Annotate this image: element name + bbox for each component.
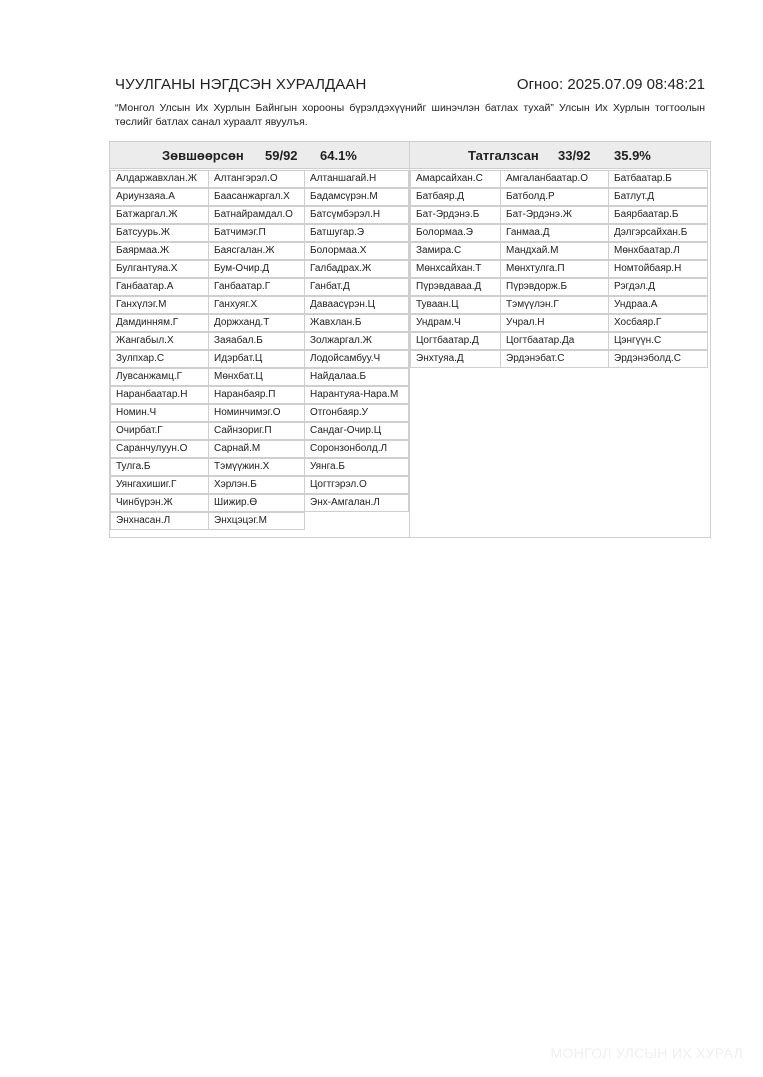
- no-name-cell: Цогтбаатар.Да: [500, 332, 609, 350]
- yes-name-cell: Батсуурь.Ж: [110, 224, 209, 242]
- date-value: 2025.07.09 08:48:21: [567, 76, 705, 93]
- no-name-cell: Мөнхсайхан.Т: [410, 260, 501, 278]
- yes-name-cell: Наранбаяр.П: [208, 386, 305, 404]
- yes-name-cell: Зулпхар.С: [110, 350, 209, 368]
- watermark: МОНГОЛ УЛСЫН ИХ ХУРАЛ: [550, 1045, 743, 1061]
- yes-name-cell: Баясгалан.Ж: [208, 242, 305, 260]
- yes-name-cell: Даваасүрэн.Ц: [304, 296, 409, 314]
- yes-name-cell: Мөнхбат.Ц: [208, 368, 305, 386]
- yes-name-cell: Галбадрах.Ж: [304, 260, 409, 278]
- no-name-cell: Ундраа.А: [608, 296, 708, 314]
- no-name-cell: Энхтуяа.Д: [410, 350, 501, 368]
- no-name-cell: Пүрэвдаваа.Д: [410, 278, 501, 296]
- yes-name-cell: Ганхүлэг.М: [110, 296, 209, 314]
- yes-name-cell: Нарантуяа-Нара.М: [304, 386, 409, 404]
- yes-name-cell: Сарнай.М: [208, 440, 305, 458]
- yes-name-cell: Шижир.Ө: [208, 494, 305, 512]
- yes-name-cell: Батсүмбэрэл.Н: [304, 206, 409, 224]
- no-name-cell: Амарсайхан.С: [410, 170, 501, 188]
- yes-name-cell: Бум-Очир.Д: [208, 260, 305, 278]
- yes-name-cell: Тулга.Б: [110, 458, 209, 476]
- yes-name-cell: Очирбат.Г: [110, 422, 209, 440]
- no-name-cell: Ундрам.Ч: [410, 314, 501, 332]
- no-percent: 35.9%: [614, 148, 651, 163]
- yes-name-cell: Батжаргал.Ж: [110, 206, 209, 224]
- no-name-cell: Мөнхтулга.П: [500, 260, 609, 278]
- yes-name-cell: Баярмаа.Ж: [110, 242, 209, 260]
- no-name-cell: Батбаатар.Б: [608, 170, 708, 188]
- yes-name-cell: Хэрлэн.Б: [208, 476, 305, 494]
- no-name-cell: Ганмаа.Д: [500, 224, 609, 242]
- no-name-cell: Батболд.Р: [500, 188, 609, 206]
- yes-name-cell: Саранчулуун.О: [110, 440, 209, 458]
- no-name-cell: Номтойбаяр.Н: [608, 260, 708, 278]
- yes-name-cell: Отгонбаяр.У: [304, 404, 409, 422]
- yes-name-cell: Бадамсүрэн.М: [304, 188, 409, 206]
- no-name-cell: Бат-Эрдэнэ.Б: [410, 206, 501, 224]
- no-label: Татгалзсан: [468, 148, 539, 163]
- yes-header: [110, 142, 409, 169]
- yes-name-cell: Доржханд.Т: [208, 314, 305, 332]
- yes-name-cell: Булгантуяа.Х: [110, 260, 209, 278]
- no-name-cell: Амгаланбаатар.О: [500, 170, 609, 188]
- yes-name-cell: Найдалаа.Б: [304, 368, 409, 386]
- yes-name-cell: Энхнасан.Л: [110, 512, 209, 530]
- yes-name-cell: Сайнзориг.П: [208, 422, 305, 440]
- session-date: [517, 76, 705, 93]
- no-name-cell: Бат-Эрдэнэ.Ж: [500, 206, 609, 224]
- yes-name-cell: Сандаг-Очир.Ц: [304, 422, 409, 440]
- yes-name-cell: Номинчимэг.О: [208, 404, 305, 422]
- yes-name-cell: Идэрбат.Ц: [208, 350, 305, 368]
- yes-name-cell: Энх-Амгалан.Л: [304, 494, 409, 512]
- no-name-cell: Эрдэнэбат.С: [500, 350, 609, 368]
- yes-count: 59/92: [265, 148, 298, 163]
- yes-name-cell: Тэмүүжин.Х: [208, 458, 305, 476]
- vote-subject: “Монгол Улсын Их Хурлын Байнгын хорооны бүрэлдэхүүнийг шинэчлэн батлах тухай” Улсын Их Хурлын тогтоолын төслийг батлах санал хураалт явуулъя.: [115, 102, 705, 128]
- yes-name-cell: Алтангэрэл.О: [208, 170, 305, 188]
- no-name-cell: Пүрэвдорж.Б: [500, 278, 609, 296]
- yes-name-cell: Алтаншагай.Н: [304, 170, 409, 188]
- yes-panel: [110, 142, 410, 537]
- yes-name-cell: Ганбаатар.Г: [208, 278, 305, 296]
- no-name-cell: Мөнхбаатар.Л: [608, 242, 708, 260]
- yes-name-cell: Лувсанжамц.Г: [110, 368, 209, 386]
- yes-name-cell: Баасанжаргал.Х: [208, 188, 305, 206]
- yes-label: Зөвшөөрсөн: [162, 148, 244, 163]
- yes-name-cell: Энхцэцэг.М: [208, 512, 305, 530]
- yes-percent: 64.1%: [320, 148, 357, 163]
- no-panel: [410, 142, 710, 537]
- yes-name-cell: Болормаа.Х: [304, 242, 409, 260]
- yes-name-cell: Батнайрамдал.О: [208, 206, 305, 224]
- yes-name-cell: Ариунзаяа.А: [110, 188, 209, 206]
- no-name-cell: Цэнгүүн.С: [608, 332, 708, 350]
- no-name-cell: Батлут.Д: [608, 188, 708, 206]
- no-name-cell: Тэмүүлэн.Г: [500, 296, 609, 314]
- no-name-cell: Замира.С: [410, 242, 501, 260]
- yes-name-cell: Уянгахишиг.Г: [110, 476, 209, 494]
- no-name-cell: Мандхай.М: [500, 242, 609, 260]
- yes-name-cell: Ганбат.Д: [304, 278, 409, 296]
- yes-name-cell: Уянга.Б: [304, 458, 409, 476]
- yes-name-cell: Чинбүрэн.Ж: [110, 494, 209, 512]
- no-name-cell: Батбаяр.Д: [410, 188, 501, 206]
- no-name-cell: Эрдэнэболд.С: [608, 350, 708, 368]
- session-title: ЧУУЛГАНЫ НЭГДСЭН ХУРАЛДААН: [115, 76, 367, 93]
- no-name-cell: Дэлгэрсайхан.Б: [608, 224, 708, 242]
- yes-name-cell: Батчимэг.П: [208, 224, 305, 242]
- yes-name-cell: Лодойсамбуу.Ч: [304, 350, 409, 368]
- header: [115, 76, 705, 96]
- no-name-cell: Хосбаяр.Г: [608, 314, 708, 332]
- yes-name-cell: Дамдинням.Г: [110, 314, 209, 332]
- no-name-cell: Цогтбаатар.Д: [410, 332, 501, 350]
- no-name-cell: Рэгдэл.Д: [608, 278, 708, 296]
- yes-name-cell: Ганхуяг.Х: [208, 296, 305, 314]
- no-name-cell: Болормаа.Э: [410, 224, 501, 242]
- yes-name-cell: Жавхлан.Б: [304, 314, 409, 332]
- yes-name-cell: Алдаржавхлан.Ж: [110, 170, 209, 188]
- vote-tables: [109, 141, 711, 538]
- date-label: Огноо:: [516, 76, 564, 93]
- yes-name-cell: Ганбаатар.А: [110, 278, 209, 296]
- yes-name-cell: Золжаргал.Ж: [304, 332, 409, 350]
- no-name-cell: Учрал.Н: [500, 314, 609, 332]
- no-name-cell: Баярбаатар.Б: [608, 206, 708, 224]
- yes-name-cell: Соронзонболд.Л: [304, 440, 409, 458]
- yes-name-cell: Заяабал.Б: [208, 332, 305, 350]
- yes-name-cell: Батшугар.Э: [304, 224, 409, 242]
- no-header: [410, 142, 710, 169]
- yes-name-cell: Жангабыл.Х: [110, 332, 209, 350]
- yes-name-cell: Цогтгэрэл.О: [304, 476, 409, 494]
- no-count: 33/92: [558, 148, 591, 163]
- yes-name-cell: Номин.Ч: [110, 404, 209, 422]
- no-name-cell: Туваан.Ц: [410, 296, 501, 314]
- yes-name-cell: Наранбаатар.Н: [110, 386, 209, 404]
